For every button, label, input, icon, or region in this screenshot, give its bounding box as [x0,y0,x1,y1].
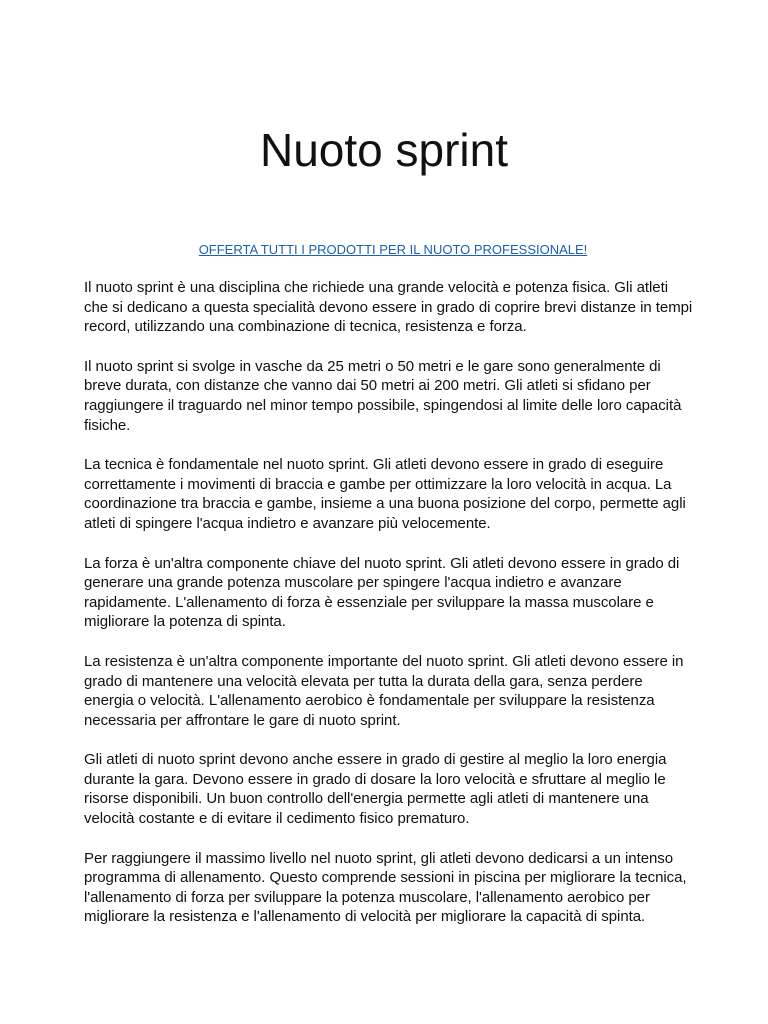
paragraph-6: Gli atleti di nuoto sprint devono anche essere in grado di gestire al meglio la loro energia durante la gara. Devono essere in grado di dosare la loro velocità e sfruttare al meglio le risorse disponibili. Un buon controllo dell'energia permette agli atleti di mantenere una velocità costante e di evitare il cedimento fisico prematuro. [84,751,667,828]
paragraph-4: La forza è un'altra componente chiave del nuoto sprint. Gli atleti devono essere in grado di generare una grande potenza muscolare per spingere l'acqua indietro e avanzare rapidamente. L'allenamento di forza è essenziale per sviluppare la massa muscolare e migliorare la potenza di spinta. [84,554,680,631]
paragraph-7: Per raggiungere il massimo livello nel nuoto sprint, gli atleti devono dedicarsi a un intenso programma di allenamento. Questo comprende sessioni in piscina per migliorare la tecnica, l'allenamento di forza per sviluppare la potenza muscolare, l'allenamento aerobico per migliorare la resistenza e l'allenamento di velocità per migliorare la capacità di spinta. [84,849,687,926]
paragraph-3: La tecnica è fondamentale nel nuoto sprint. Gli atleti devono essere in grado di eseguire correttamente i movimenti di braccia e gambe per ottimizzare la loro velocità in acqua. La coordinazione tra braccia e gambe, insieme a una buona posizione del corpo, permette agli atleti di spingere l'acqua indietro e avanzare più velocemente. [84,456,686,532]
offer-link[interactable]: OFFERTA TUTTI I PRODOTTI PER IL NUOTO PROFESSIONALE! [198,242,588,257]
paragraph-1: Il nuoto sprint è una disciplina che richiede una grande velocità e potenza fisica. Gli atleti che si dedicano a questa specialità devono essere in grado di coprire brevi distanze in tempi record, utilizzando una combinazione di tecnica, resistenza e forza. [84,279,693,336]
page-title: Nuoto sprint [259,124,508,176]
article-body [84,278,696,947]
paragraph-5: La resistenza è un'altra componente importante del nuoto sprint. Gli atleti devono essere in grado di mantenere una velocità elevata per tutta la durata della gara, senza perdere energia o velocità. L'allenamento aerobico è fondamentale per sviluppare la resistenza necessaria per affrontare le gare di nuoto sprint. [84,652,684,729]
paragraph-2: Il nuoto sprint si svolge in vasche da 25 metri o 50 metri e le gare sono generalmente di breve durata, con distanze che vanno dai 50 metri ai 200 metri. Gli atleti si sfidano per raggiungere il traguardo nel minor tempo possibile, spingendosi al limite delle loro capacità fisiche. [84,357,682,434]
